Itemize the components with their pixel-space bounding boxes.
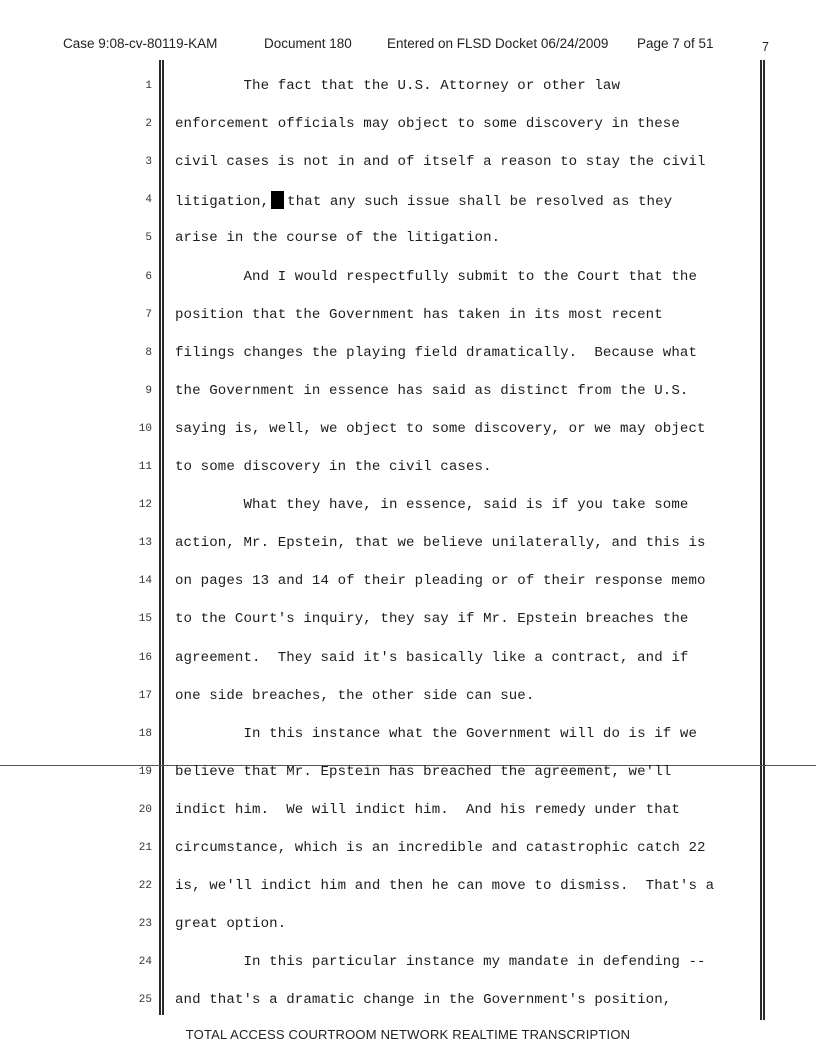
line-number: 2 [145, 118, 152, 131]
transcript-line-text: In this instance what the Government will do is if we [175, 725, 698, 742]
transcript-line-text: circumstance, which is an incredible and catastrophic catch 22 [175, 840, 706, 856]
transcript-line-text: saying is, well, we object to some discovery, or we may object [175, 420, 706, 437]
transcript-line [175, 610, 688, 628]
transcript-line [175, 306, 663, 324]
line-number: 18 [138, 727, 152, 740]
line-number: 10 [138, 422, 152, 435]
transcript-line-text: litigation, [175, 194, 270, 211]
transcript-line-text: to the Court's inquiry, they say if Mr. Epstein breaches the [175, 611, 689, 628]
transcript-line [175, 344, 697, 362]
transcript-line [175, 953, 706, 971]
line-number: 1 [145, 80, 152, 92]
line-number: 24 [138, 956, 152, 969]
line-number: 15 [138, 613, 152, 626]
right-margin-rule [760, 60, 762, 1020]
transcript-line-text: is, we'll indict him and then he can move to dismiss. That's a [175, 878, 715, 895]
line-number: 8 [145, 346, 152, 359]
transcript-line-text: great option. [175, 916, 287, 933]
corner-page-number: 7 [762, 40, 769, 54]
line-number: 14 [138, 575, 152, 588]
line-number: 23 [138, 918, 152, 931]
transcript-line-text: to some discovery in the civil cases. [175, 459, 492, 475]
transcript-line [175, 229, 500, 247]
transcript-line-text: agreement. They said it's basically like a contract, and if [175, 649, 689, 666]
line-number: 6 [145, 270, 152, 283]
transcript-line [175, 420, 706, 438]
transcript-line [175, 801, 680, 819]
left-margin-rule-inner [162, 60, 164, 1015]
transcript-line-text: What they have, in essence, said is if you take some [175, 497, 689, 514]
transcript-line-text: And I would respectfully submit to the Court that the [175, 268, 698, 285]
transcript-line [175, 153, 706, 171]
transcript-line [175, 268, 697, 286]
transcript-line [175, 191, 672, 211]
transcript-line-text: the Government in essence has said as distinct from the U.S. [175, 382, 689, 399]
line-number: 22 [138, 880, 152, 893]
line-number: 3 [145, 156, 152, 169]
transcript-line-text: indict him. We will indict him. And his remedy under that [175, 801, 680, 818]
transcript-line [175, 382, 688, 400]
transcript-line-text-continued: that any such issue shall be resolved as they [287, 194, 673, 211]
transcript-line-text: position that the Government has taken in its most recent [175, 306, 663, 323]
line-number: 19 [138, 765, 152, 778]
left-margin-rule [159, 60, 161, 1015]
document-number: Document 180 [264, 36, 352, 51]
transcript-line-text: enforcement officials may object to some discovery in these [175, 116, 680, 133]
redaction-block [271, 191, 284, 209]
line-number: 9 [145, 384, 152, 397]
line-number: 13 [138, 537, 152, 550]
line-number: 12 [138, 499, 152, 512]
line-number: 11 [138, 461, 152, 473]
transcript-line-text: believe that Mr. Epstein has breached the agreement, we'll [175, 763, 672, 780]
transcript-line [175, 115, 680, 133]
page-indicator: Page 7 of 51 [637, 36, 714, 51]
line-number: 5 [145, 232, 152, 245]
right-margin-rule-inner [763, 60, 765, 1020]
transcript-line [175, 915, 286, 933]
transcript-line [175, 687, 534, 705]
transcript-line [175, 77, 620, 95]
transcript-line-text: The fact that the U.S. Attorney or other law [175, 78, 620, 94]
transcript-line [175, 649, 688, 667]
line-number: 16 [138, 651, 152, 664]
transcript-line [175, 839, 706, 857]
transcript-line [175, 877, 714, 895]
transcript-line-text: In this particular instance my mandate in defending -- [175, 954, 706, 971]
transcript-line-text: and that's a dramatic change in the Government's position, [175, 992, 672, 1009]
docket-entry: Entered on FLSD Docket 06/24/2009 [387, 36, 609, 51]
transcript-line-text: filings changes the playing field dramatically. Because what [175, 344, 698, 361]
transcript-line-text: on pages 13 and 14 of their pleading or of their response memo [175, 573, 706, 590]
transcript-line [175, 991, 671, 1009]
line-number: 20 [138, 803, 152, 816]
transcript-line [175, 534, 706, 552]
transcript-line [175, 458, 492, 476]
line-number: 21 [138, 842, 152, 854]
docket-header [0, 36, 816, 56]
transcript-line [175, 496, 688, 514]
line-number: 4 [145, 194, 152, 207]
transcript-line-text: one side breaches, the other side can sue. [175, 687, 535, 704]
transcript-line [175, 725, 697, 743]
transcript-line-text: civil cases is not in and of itself a reason to stay the civil [175, 154, 706, 171]
line-number: 25 [138, 994, 152, 1007]
case-number: Case 9:08-cv-80119-KAM [63, 36, 218, 51]
transcript-line-text: action, Mr. Epstein, that we believe unilaterally, and this is [175, 535, 706, 552]
line-number: 17 [138, 689, 152, 702]
footer-banner: TOTAL ACCESS COURTROOM NETWORK REALTIME TRANSCRIPTION [185, 1027, 631, 1042]
transcript-line [175, 763, 671, 781]
transcript-line [175, 572, 706, 590]
line-number: 7 [145, 308, 152, 321]
transcript-line-text: arise in the course of the litigation. [175, 230, 501, 247]
